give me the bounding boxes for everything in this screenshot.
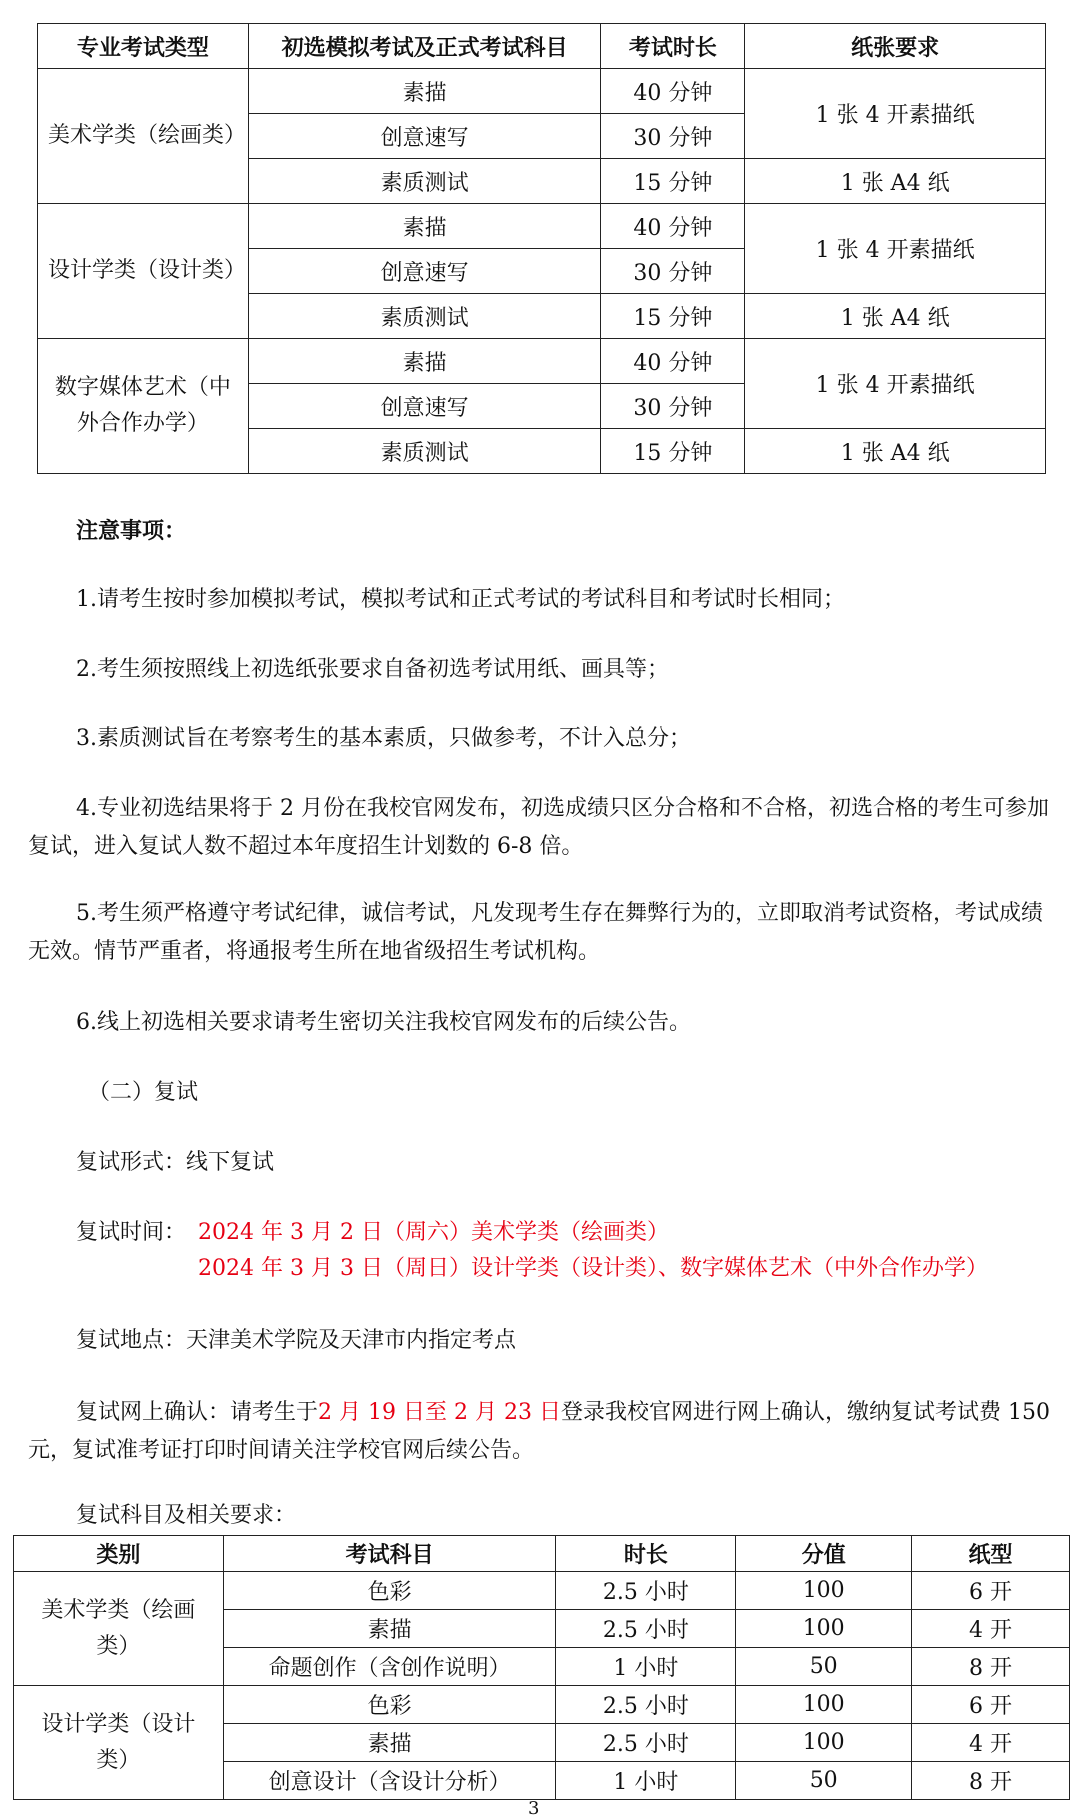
duration-cell: 2.5 小时	[556, 1686, 736, 1724]
subject-cell: 创意速写	[248, 384, 601, 429]
paper-cell: 1 张 A4 纸	[745, 159, 1046, 204]
subject-cell: 素质测试	[248, 294, 601, 339]
retest-form: 复试形式：线下复试	[76, 1150, 275, 1175]
subject-cell: 素质测试	[248, 159, 601, 204]
duration-cell: 2.5 小时	[556, 1610, 736, 1648]
score-cell: 100	[736, 1572, 912, 1610]
score-cell: 50	[736, 1762, 912, 1800]
retest-time-line-2: 2024 年 3 月 3 日（周日）设计学类（设计类）、数字媒体艺术（中外合作办学）	[198, 1256, 988, 1281]
paper-cell: 1 张 4 开素描纸	[745, 204, 1046, 294]
category-cell: 设计学类（设计类）	[38, 204, 249, 339]
subject-cell: 素描	[223, 1610, 556, 1648]
score-cell: 100	[736, 1686, 912, 1724]
section-title-retest: （二）复试	[88, 1080, 199, 1105]
duration-cell: 2.5 小时	[556, 1572, 736, 1610]
subject-cell: 色彩	[223, 1686, 556, 1724]
header-subject: 考试科目	[223, 1536, 556, 1572]
duration-cell: 30 分钟	[601, 384, 745, 429]
confirm-prefix: 复试网上确认：请考生于	[76, 1400, 319, 1425]
retest-subjects-title: 复试科目及相关要求：	[76, 1503, 297, 1528]
subject-cell: 素描	[223, 1724, 556, 1762]
subject-cell: 色彩	[223, 1572, 556, 1610]
confirm-dates: 2 月 19 日至 2 月 23 日	[318, 1400, 561, 1425]
page-number: 3	[528, 1798, 540, 1819]
header-paper: 纸张要求	[745, 24, 1046, 69]
table-row	[14, 1572, 1070, 1610]
retest-time-label: 复试时间：	[76, 1220, 187, 1245]
retest-time-line-1: 2024 年 3 月 2 日（周六）美术学类（绘画类）	[198, 1220, 669, 1245]
preliminary-exam-table	[37, 23, 1046, 474]
duration-cell: 40 分钟	[601, 204, 745, 249]
subject-cell: 创意速写	[248, 249, 601, 294]
header-duration: 考试时长	[601, 24, 745, 69]
score-cell: 100	[736, 1610, 912, 1648]
subject-cell: 素质测试	[248, 429, 601, 474]
table-row	[38, 204, 1046, 249]
category-cell: 美术学类（绘画类）	[38, 69, 249, 204]
duration-cell: 15 分钟	[601, 159, 745, 204]
table-row	[14, 1686, 1070, 1724]
paper-cell: 4 开	[912, 1610, 1070, 1648]
notes-title: 注意事项：	[76, 518, 187, 544]
table-row	[38, 69, 1046, 114]
duration-cell: 15 分钟	[601, 294, 745, 339]
table-row	[38, 339, 1046, 384]
duration-cell: 2.5 小时	[556, 1724, 736, 1762]
paper-cell: 1 张 A4 纸	[745, 294, 1046, 339]
duration-cell: 1 小时	[556, 1648, 736, 1686]
subject-cell: 命题创作（含创作说明）	[223, 1648, 556, 1686]
subject-cell: 创意速写	[248, 114, 601, 159]
duration-cell: 1 小时	[556, 1762, 736, 1800]
category-cell: 美术学类（绘画类）	[14, 1572, 224, 1686]
retest-subjects-table	[13, 1535, 1070, 1800]
header-paper: 纸型	[912, 1536, 1070, 1572]
duration-cell: 40 分钟	[601, 69, 745, 114]
duration-cell: 30 分钟	[601, 249, 745, 294]
header-subject: 初选模拟考试及正式考试科目	[248, 24, 601, 69]
duration-cell: 30 分钟	[601, 114, 745, 159]
table-header-row	[38, 24, 1046, 69]
note-item-6: 6.线上初选相关要求请考生密切关注我校官网发布的后续公告。	[76, 1010, 691, 1035]
paper-cell: 6 开	[912, 1686, 1070, 1724]
paper-cell: 1 张 4 开素描纸	[745, 69, 1046, 159]
category-cell: 数字媒体艺术（中外合作办学）	[38, 339, 249, 474]
retest-location: 复试地点：天津美术学院及天津市内指定考点	[76, 1328, 517, 1353]
note-item-3: 3.素质测试旨在考察考生的基本素质，只做参考，不计入总分；	[76, 726, 691, 751]
confirm-suffix: 登录我校官网进行网上确认，缴纳复试考试费 150 元，复试准考证打印时间请关注学校官网后续公告。	[28, 1400, 1050, 1463]
header-score: 分值	[736, 1536, 912, 1572]
subject-cell: 创意设计（含设计分析）	[223, 1762, 556, 1800]
subject-cell: 素描	[248, 204, 601, 249]
paper-cell: 4 开	[912, 1724, 1070, 1762]
table-header-row	[14, 1536, 1070, 1572]
note-item-5: 5.考生须严格遵守考试纪律，诚信考试，凡发现考生存在舞弊行为的，立即取消考试资格，考试成绩无效。情节严重者，将通报考生所在地省级招生考试机构。	[28, 901, 1043, 964]
paper-cell: 1 张 A4 纸	[745, 429, 1046, 474]
score-cell: 50	[736, 1648, 912, 1686]
category-cell: 设计学类（设计类）	[14, 1686, 224, 1800]
retest-online-confirm	[28, 1394, 1058, 1470]
duration-cell: 40 分钟	[601, 339, 745, 384]
header-duration: 时长	[556, 1536, 736, 1572]
note-item-2: 2.考生须按照线上初选纸张要求自备初选考试用纸、画具等；	[76, 657, 669, 682]
header-category: 类别	[14, 1536, 224, 1572]
subject-cell: 素描	[248, 339, 601, 384]
paper-cell: 8 开	[912, 1762, 1070, 1800]
score-cell: 100	[736, 1724, 912, 1762]
paper-cell: 1 张 4 开素描纸	[745, 339, 1046, 429]
paper-cell: 8 开	[912, 1648, 1070, 1686]
header-exam-type: 专业考试类型	[38, 24, 249, 69]
note-item-1: 1.请考生按时参加模拟考试，模拟考试和正式考试的考试科目和考试时长相同；	[76, 587, 845, 612]
note-item-4: 4.专业初选结果将于 2 月份在我校官网发布，初选成绩只区分合格和不合格，初选合格的考生可参加复试，进入复试人数不超过本年度招生计划数的 6-8 倍。	[28, 796, 1049, 859]
duration-cell: 15 分钟	[601, 429, 745, 474]
paper-cell: 6 开	[912, 1572, 1070, 1610]
subject-cell: 素描	[248, 69, 601, 114]
